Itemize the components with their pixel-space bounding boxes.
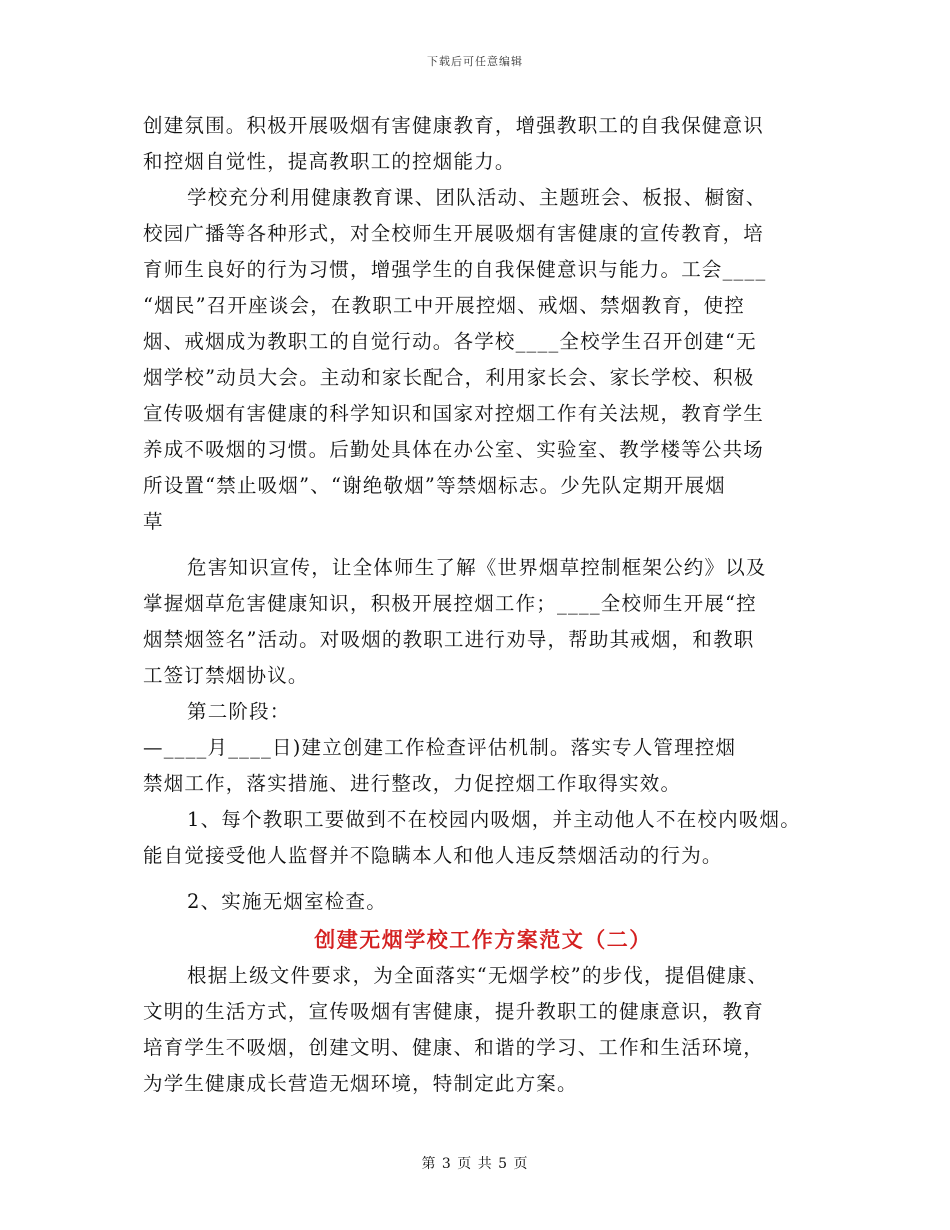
paragraph-line: 烟学校”动员大会。主动和家长配合，利用家长会、家长学校、积极 xyxy=(143,366,755,389)
paragraph-line: 为学生健康成长营造无烟环境，特制定此方案。 xyxy=(143,1072,578,1095)
paragraph-line: 和控烟自觉性，提高教职工的控烟能力。 xyxy=(143,150,516,173)
header-note: 下载后可任意编辑 xyxy=(427,55,523,68)
list-item: 1、每个教职工要做到不在校园内吸烟，并主动他人不在校内吸烟。 xyxy=(187,808,801,831)
paragraph-line: 危害知识宣传，让全体师生了解《世界烟草控制框架公约》以及 xyxy=(187,556,767,579)
paragraph-line: 养成不吸烟的习惯。后勤处具体在办公室、实验室、教学楼等公共场 xyxy=(143,438,765,461)
paragraph-line: 草 xyxy=(143,510,164,533)
paragraph-line: 烟禁烟签名”活动。对吸烟的教职工进行劝导，帮助其戒烟，和教职 xyxy=(143,628,755,651)
paragraph-line: 所设置“禁止吸烟”、“谢绝敬烟”等禁烟标志。少先队定期开展烟 xyxy=(143,474,726,497)
paragraph-line: 禁烟工作，落实措施、进行整改，力促控烟工作取得实效。 xyxy=(143,772,682,795)
paragraph-line: 校园广播等各种形式，对全校师生开展吸烟有害健康的宣传教育，培 xyxy=(143,222,765,245)
paragraph-line: 烟、戒烟成为教职工的自觉行动。各学校____全校学生召开创建“无 xyxy=(143,330,757,353)
section-title: 创建无烟学校工作方案范文（二） xyxy=(314,928,652,952)
paragraph-line: 培育学生不吸烟，创建文明、健康、和谐的学习、工作和生活环境， xyxy=(143,1036,765,1059)
paragraph-line: —____月____日)建立创建工作检查评估机制。落实专人管理控烟 xyxy=(143,736,737,759)
paragraph-line: 文明的生活方式，宣传吸烟有害健康，提升教职工的健康意识，教育 xyxy=(143,1000,765,1023)
paragraph-line: 宣传吸烟有害健康的科学知识和国家对控烟工作有关法规，教育学生 xyxy=(143,402,765,425)
paragraph-line: 创建氛围。积极开展吸烟有害健康教育，增强教职工的自我保健意识 xyxy=(143,114,765,137)
document-body xyxy=(143,108,823,1102)
paragraph-line: 能自觉接受他人监督并不隐瞒本人和他人违反禁烟活动的行为。 xyxy=(143,844,723,867)
list-item: 2、实施无烟室检查。 xyxy=(187,890,387,913)
paragraph-line: 育师生良好的行为习惯，增强学生的自我保健意识与能力。工会____ xyxy=(143,258,767,281)
paragraph-line: “烟民”召开座谈会，在教职工中开展控烟、戒烟、禁烟教育，使控 xyxy=(143,294,745,317)
paragraph-line: 掌握烟草危害健康知识，积极开展控烟工作；____全校师生开展“控 xyxy=(143,592,757,615)
paragraph-line: 学校充分利用健康教育课、团队活动、主题班会、板报、橱窗、 xyxy=(187,186,767,209)
stage-heading: 第二阶段： xyxy=(187,700,291,723)
page-number-footer: 第 3 页 共 5 页 xyxy=(421,1156,529,1172)
paragraph-line: 工签订禁烟协议。 xyxy=(143,664,309,687)
paragraph-line: 根据上级文件要求，为全面落实“无烟学校”的步伐，提倡健康、 xyxy=(187,964,769,987)
